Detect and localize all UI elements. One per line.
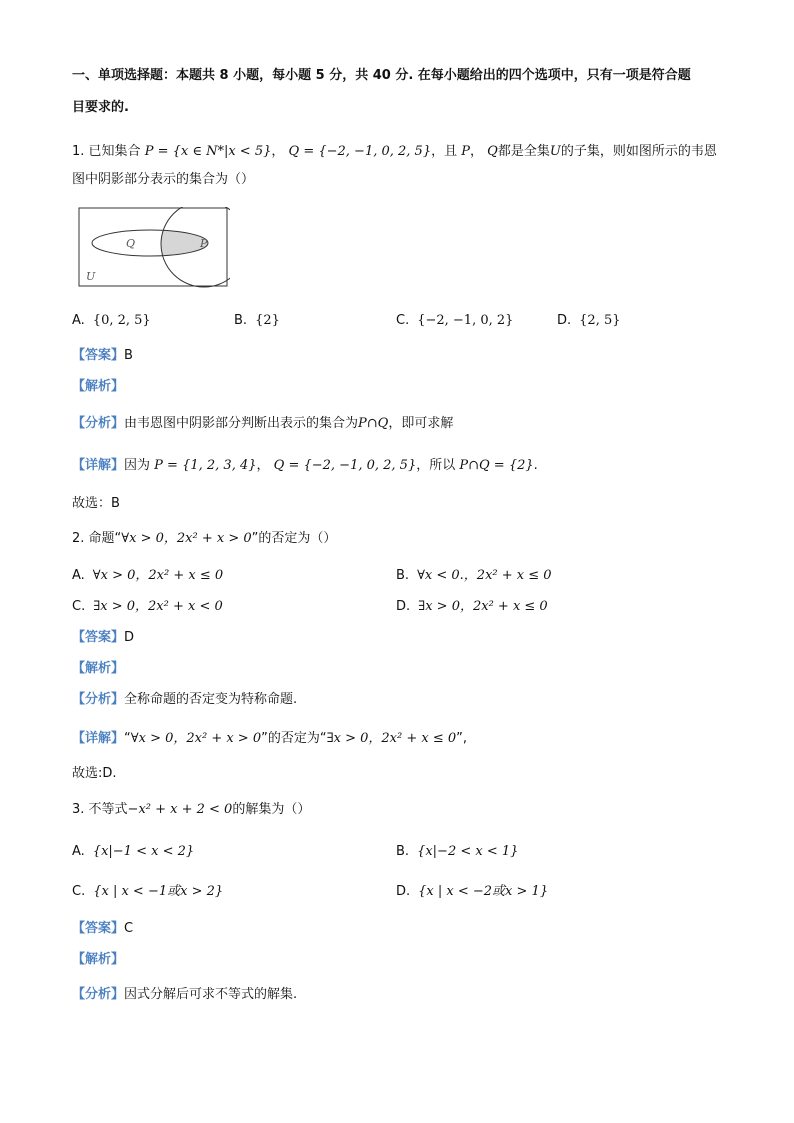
q3-option-a: A. {x|−1 < x < 2}	[72, 844, 195, 859]
q3-option-d: D. {x | x < −2或x > 1}	[396, 884, 549, 899]
q3-option-b: B. {x|−2 < x < 1}	[396, 844, 519, 859]
section-heading-line1: 一、单项选择题：本题共 8 小题，每小题 5 分，共 40 分. 在每小题给出的四个选项中，只有一项是符合题	[72, 68, 691, 83]
q1-tail: 的子集，则如图所示的韦恩	[560, 144, 717, 159]
q3-analysis-tag: 【解析】	[72, 952, 125, 967]
venn-shaded-region	[161, 207, 230, 287]
q2-option-d: D. ∃x > 0，2x² + x ≤ 0	[396, 599, 548, 614]
q1-option-d: D. {2, 5}	[557, 313, 621, 328]
q2-detail: 【详解】“∀x > 0，2x² + x > 0”的否定为“∃x > 0，2x² + x ≤ 0”,	[72, 731, 468, 746]
q2-choose: 故选:D.	[72, 766, 117, 781]
q1-answer: 【答案】B	[72, 348, 133, 363]
q1-detail: 【详解】因为 P = {1, 2, 3, 4}， Q = {−2, −1, 0, 2, 5}，所以 P∩Q = {2}.	[72, 458, 538, 473]
q2-stem: 2. 命题“∀x > 0，2x² + x > 0”的否定为（）	[72, 531, 337, 546]
q1-set-p: P = {x ∈ N*|x < 5}	[144, 144, 272, 159]
q1-sep: ，	[470, 144, 484, 159]
q1-option-c: C. {−2, −1, 0, 2}	[396, 313, 514, 328]
q3-option-c: C. {x | x < −1或x > 2}	[72, 884, 224, 899]
q1-analysis-tag: 【解析】	[72, 379, 125, 394]
q2-fenxi: 【分析】全称命题的否定变为特称命题.	[72, 692, 298, 707]
venn-label-u: U	[86, 270, 96, 283]
q1-option-a: A. {0, 2, 5}	[72, 313, 151, 328]
q1-stem-line2: 图中阴影部分表示的集合为（）	[72, 172, 255, 187]
q1-choose: 故选：B	[72, 496, 120, 511]
q1-subset-text: 都是全集	[497, 144, 550, 159]
q2-option-b: B. ∀x < 0.，2x² + x ≤ 0	[396, 568, 552, 583]
q3-answer: 【答案】C	[72, 921, 134, 936]
q1-mid: ，且	[431, 144, 458, 159]
q3-fenxi: 【分析】因式分解后可求不等式的解集.	[72, 987, 298, 1002]
q2-option-a: A. ∀x > 0，2x² + x ≤ 0	[72, 568, 224, 583]
q1-fenxi: 【分析】由韦恩图中阴影部分判断出表示的集合为P∩Q，即可求解	[72, 416, 454, 431]
venn-diagram	[78, 207, 230, 289]
q1-prefix: 1. 已知集合	[72, 144, 141, 159]
q2-option-c: C. ∃x > 0，2x² + x < 0	[72, 599, 223, 614]
venn-label-q: Q	[126, 237, 136, 250]
venn-label-p: P	[200, 237, 208, 250]
q2-analysis-tag: 【解析】	[72, 661, 125, 676]
q1-q: Q	[487, 144, 498, 159]
q1-u: U	[549, 144, 561, 159]
q3-stem: 3. 不等式−x² + x + 2 < 0的解集为（）	[72, 802, 311, 817]
q1-comma: ，	[271, 144, 285, 159]
q2-answer: 【答案】D	[72, 630, 135, 645]
q1-option-b: B. {2}	[234, 313, 280, 328]
q1-p: P	[461, 144, 470, 159]
q1-stem-line1	[72, 142, 717, 162]
q1-set-q: Q = {−2, −1, 0, 2, 5}	[288, 144, 432, 159]
section-heading-line2: 目要求的.	[72, 100, 129, 115]
